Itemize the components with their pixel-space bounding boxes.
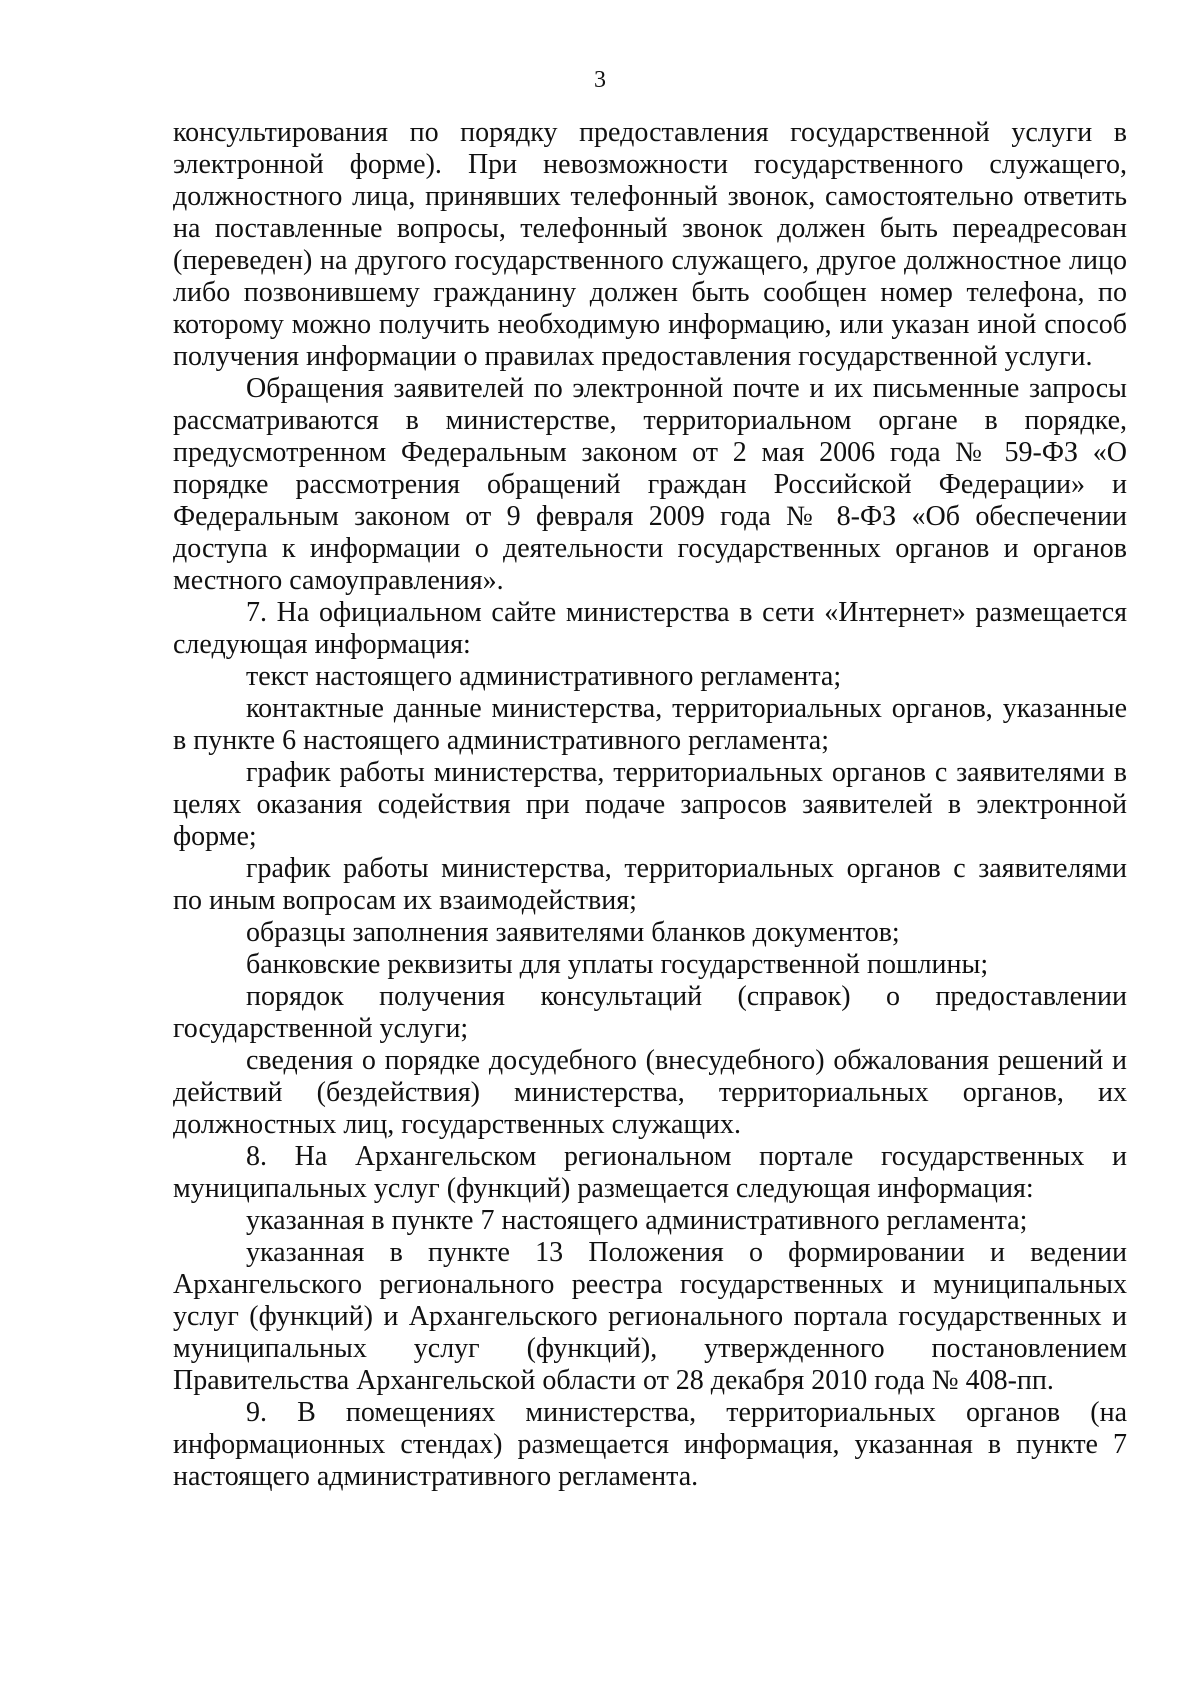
list-item: указанная в пункте 7 настоящего административного регламента; (246, 1205, 1028, 1236)
list-item: порядок получения консультаций (справок) о предоставлении государственной услуги; (173, 981, 1127, 1044)
list-item: образцы заполнения заявителями бланков документов; (246, 917, 900, 948)
list-item: указанная в пункте 13 Положения о формировании и ведении Архангельского регионального реестра государственных и муниципальных услуг (функций) и Архангельского регионального портала государственных и муниципальных услуг (функций), утвержденного постановлением Правительства Архангельской области от 28 декабря 2010 года № 408-пп. (173, 1237, 1127, 1396)
paragraph-item-9: 9. В помещениях министерства, территориальных органов (на информационных стендах) размещается информация, указанная в пункте 7 настоящего административного регламента. (173, 1397, 1127, 1492)
list-item: текст настоящего административного регламента; (246, 661, 842, 692)
paragraph-item-7: 7. На официальном сайте министерства в сети «Интернет» размещается следующая информация: (173, 597, 1127, 660)
list-item: график работы министерства, территориальных органов с заявителями в целях оказания содействия при подаче запросов заявителей в электронной форме; (173, 757, 1127, 852)
paragraph-appeals: Обращения заявителей по электронной почте и их письменные запросы рассматриваются в министерстве, территориальном органе в порядке, предусмотренном Федеральным законом от 2 мая 2006 года № 59-ФЗ «О порядке рассмотрения обращений граждан Российской Федерации» и Федеральным законом от 9 февраля 2009 года № 8-ФЗ «Об обеспечении доступа к информации о деятельности государственных органов и органов местного самоуправления». (173, 373, 1127, 596)
list-item: график работы министерства, территориальных органов с заявителями по иным вопросам их взаимодействия; (173, 853, 1127, 916)
list-item: контактные данные министерства, территориальных органов, указанные в пункте 6 настоящего административного регламента; (173, 693, 1127, 756)
paragraph-item-8: 8. На Архангельском региональном портале государственных и муниципальных услуг (функций) размещается следующая информация: (173, 1141, 1127, 1204)
list-item: банковские реквизиты для уплаты государственной пошлины; (246, 949, 989, 980)
document-body (173, 117, 1127, 1493)
list-item: сведения о порядке досудебного (внесудебного) обжалования решений и действий (бездействия) министерства, территориальных органов, их должностных лиц, государственных служащих. (173, 1045, 1127, 1140)
page-number: 3 (594, 67, 606, 93)
paragraph-consultation-continued: консультирования по порядку предоставления государственной услуги в электронной форме). При невозможности государственного служащего, должностного лица, принявших телефонный звонок, самостоятельно ответить на поставленные вопросы, телефонный звонок должен быть переадресован (переведен) на другого государственного служащего, другое должностное лицо либо позвонившему гражданину должен быть сообщен номер телефона, по которому можно получить необходимую информацию, или указан иной способ получения информации о правилах предоставления государственной услуги. (173, 117, 1127, 372)
